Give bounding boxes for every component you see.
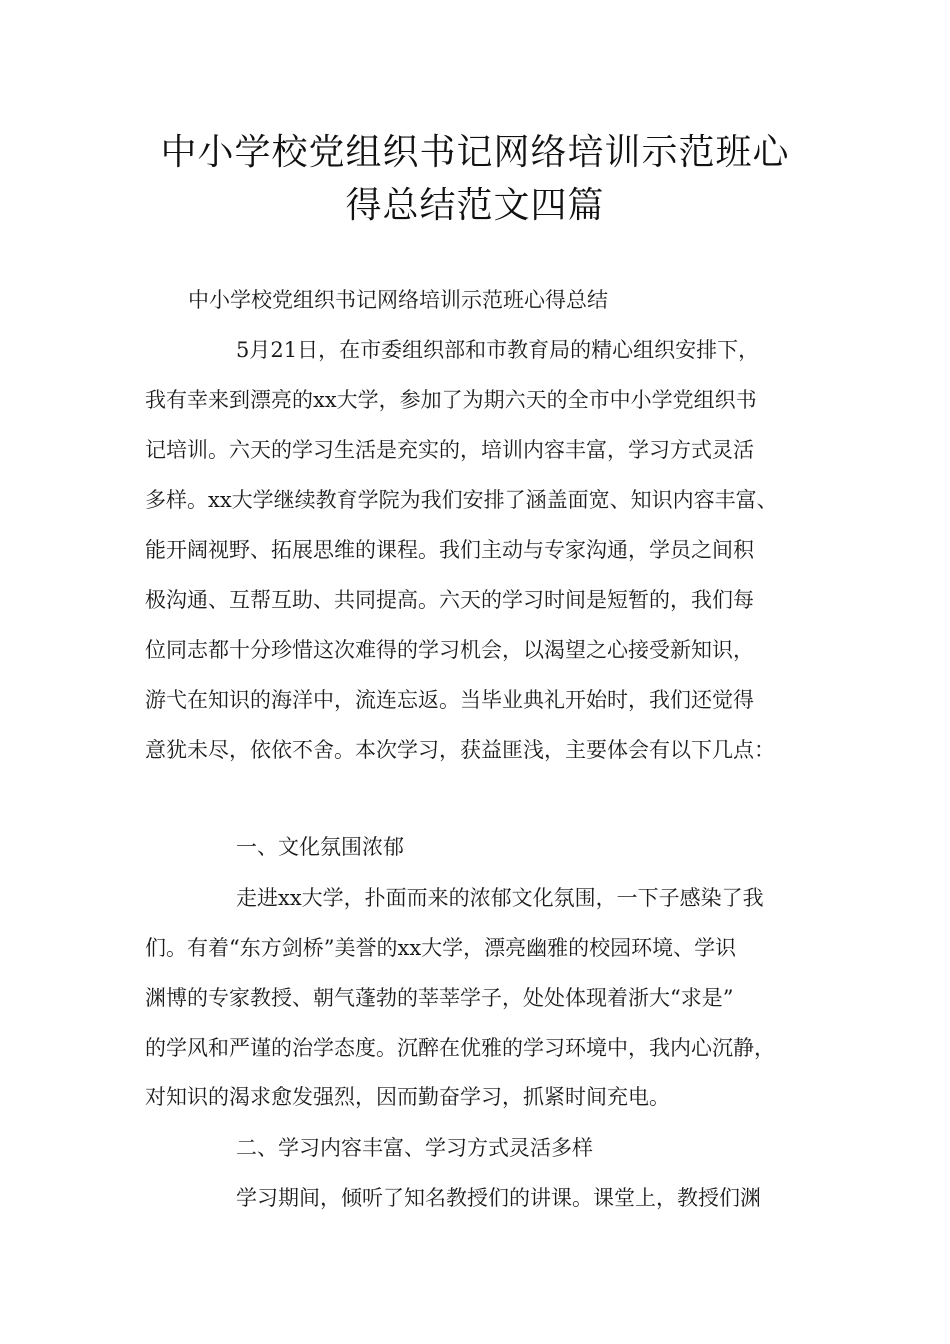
paragraph-line: 们。有着“东方剑桥”美誉的xx大学，漂亮幽雅的校园环境、学识 <box>145 936 737 960</box>
paragraph-line: 意犹未尽，依依不舍。本次学习，获益匪浅，主要体会有以下几点： <box>145 738 775 762</box>
paragraph-line: 5月21日，在市委组织部和市教育局的精心组织安排下， <box>236 338 760 362</box>
paragraph-line: 记培训。六天的学习生活是充实的，培训内容丰富，学习方式灵活 <box>145 438 754 462</box>
paragraph-line: 走进xx大学，扑面而来的浓郁文化氛围，一下子感染了我 <box>236 886 764 910</box>
document-title-line-2: 得总结范文四篇 <box>345 185 605 226</box>
paragraph-line: 能开阔视野、拓展思维的课程。我们主动与专家沟通，学员之间积 <box>145 538 754 562</box>
paragraph-line: 我有幸来到漂亮的xx大学，参加了为期六天的全市中小学党组织书 <box>145 388 757 412</box>
paragraph-line: 对知识的渴求愈发强烈，因而勤奋学习，抓紧时间充电。 <box>145 1085 670 1109</box>
section-heading-1: 一、文化氛围浓郁 <box>236 835 404 859</box>
document-title-line-1: 中小学校党组织书记网络培训示范班心 <box>160 132 790 173</box>
paragraph-line: 学习期间，倾听了知名教授们的讲课。课堂上，教授们渊 <box>236 1186 761 1210</box>
section-heading-2: 二、学习内容丰富、学习方式灵活多样 <box>236 1136 593 1160</box>
paragraph-line: 极沟通、互帮互助、共同提高。六天的学习时间是短暂的，我们每 <box>145 588 754 612</box>
paragraph-line: 位同志都十分珍惜这次难得的学习机会，以渴望之心接受新知识， <box>145 638 754 662</box>
paragraph-line: 多样。xx大学继续教育学院为我们安排了涵盖面宽、知识内容丰富、 <box>145 488 778 512</box>
paragraph-line: 渊博的专家教授、朝气蓬勃的莘莘学子，处处体现着浙大“求是” <box>145 986 734 1010</box>
paragraph-line: 游弋在知识的海洋中，流连忘返。当毕业典礼开始时，我们还觉得 <box>145 688 754 712</box>
paragraph-line: 的学风和严谨的治学态度。沉醉在优雅的学习环境中，我内心沉静， <box>145 1036 775 1060</box>
subtitle: 中小学校党组织书记网络培训示范班心得总结 <box>188 288 608 312</box>
